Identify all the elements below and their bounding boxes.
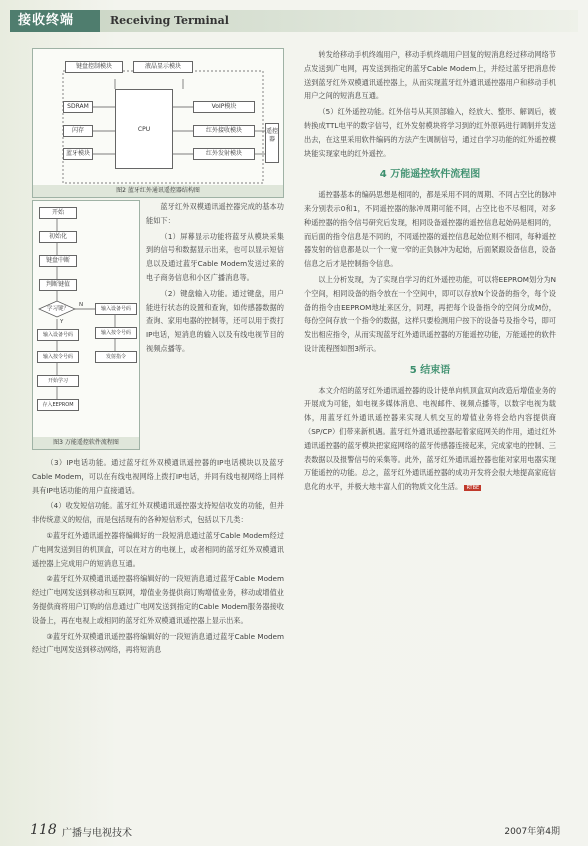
- fig2-sdram-box: SDRAM: [63, 101, 93, 113]
- section-tag-cn: 接收终端: [10, 10, 100, 32]
- fig2-lcd-box: 液晶显示模块: [133, 61, 193, 73]
- fig3-init: 初始化: [39, 231, 77, 243]
- fig2-cpu-box: CPU: [115, 89, 173, 169]
- journal-name: 广播与电视技术: [62, 828, 132, 839]
- left-para-8: ③蓝牙红外双模通讯遥控器将编辑好的一段短消息通过蓝牙Cable Modem经过广电网发送到移动网络，再将短消息: [32, 631, 284, 655]
- page-number: 118: [30, 822, 57, 838]
- fig3-start: 开始: [39, 207, 77, 219]
- fig3-yes-label: Y: [60, 319, 64, 325]
- end-mark: RTBE: [466, 485, 480, 492]
- section-4-heading: 4 万能遥控软件流程图: [379, 169, 481, 181]
- figure-2-block-diagram: [32, 48, 284, 198]
- right-para-3: 遥控器基本的编码思想是相同的，都是采用不同的周期、不同占空比的脉冲来分别表示0和1，不同遥控器的脉冲周期可能不同，占空比也不尽相同，对多种遥控器的指令信号研究后发现，相同设备遥控器的遥控信息起始码是相同的，而后面的指令信息是不同的，不同遥控器的遥控信息起始位则不相同，每种遥控器发射的信息都是以一个一宽一窄的正负脉冲为起始，后面紧跟设备信息，设备信息之后才是控制指令信息。: [304, 190, 556, 269]
- fig3-input-cmd-2: 输入按令号码: [37, 351, 79, 363]
- fig2-ir-rx-box: 红外接收模块: [193, 125, 255, 137]
- fig3-input-num: 输入设备号码: [37, 329, 79, 341]
- fig3-learn-decision: 学习键？: [46, 306, 69, 312]
- left-para-4: （3）IP电话功能。通过蓝牙红外双模通讯遥控器的IP电话模块以及蓝牙Cable Modem，可以在有线电视网络上拨打IP电话，并同有线电视网络上同样具有IP电话功能的用户直接通话。: [32, 458, 284, 495]
- left-para-2: （1）屏幕显示功能将蓝牙从模块采集到的信号和数据显示出来，也可以显示短信息以及通过蓝牙Cable Modem发送过来的电子商务信息和小区广播消息等。: [146, 231, 284, 282]
- right-para-1: 转发给移动手机终端用户，移动手机终端用户回复的短消息经过移动网络节点发送到广电网，再发送到指定的蓝牙Cable Modem上，并经过蓝牙把消息传送到蓝牙红外双模通讯遥控器上，从而实现蓝牙红外通讯遥控器用户和移动手机用户之间的短消息互通。: [304, 50, 556, 101]
- section-tag-en: Receiving Terminal: [100, 10, 578, 32]
- left-column-upper: [146, 200, 284, 358]
- left-para-5: （4）收发短信功能。蓝牙红外双模通讯遥控器支持短信收发的功能，但并非传统意义的短信，而是包括现有的各种短信形式，包括以下几类：: [32, 501, 284, 525]
- issue-label: 2007年第4期: [504, 827, 560, 837]
- fig3-start-learn: 开始学习: [37, 375, 79, 387]
- fig3-no-label: N: [79, 302, 84, 308]
- fig3-judge: 判断键值: [39, 279, 77, 291]
- left-para-6: ①蓝牙红外通讯遥控器将编辑好的一段短消息通过蓝牙Cable Modem经过广电网发送到目的机顶盒，可以在对方的电视上，或者相同的蓝牙红外双模通讯遥控器上完成用户的短消息互通。: [32, 530, 284, 568]
- fig2-bt-box: 蓝牙模块: [63, 148, 93, 160]
- fig3-input-cmd: 输入按令号码: [95, 327, 137, 339]
- right-column: [304, 48, 556, 498]
- left-para-1: 蓝牙红外双模通讯遥控器完成的基本功能如下：: [146, 202, 284, 225]
- fig2-keyboard-box: 键盘控制模块: [65, 61, 123, 73]
- page-footer: [0, 818, 588, 846]
- fig2-caption: 图2 蓝牙红外通讯遥控器结构图: [33, 185, 283, 197]
- fig3-send: 发射指令: [95, 351, 137, 363]
- fig3-kbd-int: 键盘中断: [39, 255, 77, 267]
- figure-3-flowchart: [32, 200, 140, 450]
- right-para-4: 以上分析发现，为了实现自学习的红外遥控功能，可以将EEPROM划分为N个空间，相同设备的指令放在一个空间中，即可以存放N个设备的指令，每个设备的指令由EEPROM地址来区分，同理，再把每个设备指令的空间分成M份，每份空间存放一个指令的数据，这样只要检测用户按下的设备号及指令号，即可发出相应指令，从而实现蓝牙红外通讯遥控器的万能遥控功能，万能遥控的软件设计流程图如图3所示。: [304, 274, 556, 353]
- left-para-7: ②蓝牙红外双模通讯遥控器将编辑好的一段短消息通过蓝牙Cable Modem经过广电网发送到移动和互联网，增值业务提供商订购增值业务，移动或增值业务提供商将用户订购的信息通过广电网发送到指定的Cable Modem服务器接收设备上，再在电视上或相同的蓝牙红外双模通讯遥控器上显示出来。: [32, 574, 284, 625]
- fig3-caption: 图3 万能遥控软件流程图: [33, 437, 139, 449]
- right-para-5: [304, 384, 556, 496]
- right-para-2: （5）红外遥控功能。红外信号从其顶部输入，经放大、整形、解调后，被转换成TTL电平的数字信号，红外发射模块将学习到的红外原码进行调制并发送出去，在这里采用软件编码的方法产生调制信号，通过自学习功能的红外遥控模块能实现家电的红外遥控。: [304, 107, 556, 158]
- left-para-3a: （2）键盘输入功能。通过键盘，用户能进行状态的设置和查询，如传感器数据的查询、家用电器的控制等，还可以用于拨打IP电话，短消息的输入以及有线电视节目的视频点播等。: [146, 288, 284, 353]
- right-para-5-text: 本文介绍的蓝牙红外通讯遥控器的设计使单向机顶盒双向改造后增值业务的开展成为可能，如电视多媒体消息、电视邮件、视频点播等，以数字电视为载体，用蓝牙红外通讯遥控器来实现人机交互的增值业务将会给内容提供商（SP/CP）们带来新机遇。蓝牙红外通讯遥控器起着家庭网关的作用，通过红外通讯遥控器的蓝牙模块把家庭网络的蓝牙传感器连接起来，完成家电的控制、三表数据以及报警信号的采集等。此外，蓝牙红外通讯遥控器也能对家用电器实现万能遥控的功能。总之，蓝牙红外通讯遥控器的成功开发将会很大地提高家庭信息化的水平，并极大地丰富人们的物质文化生活。: [304, 385, 556, 492]
- page-header: [0, 0, 588, 38]
- fig3-input-dev: 输入设备号码: [95, 303, 137, 315]
- left-column-lower: [32, 456, 284, 659]
- fig2-remote-box: 遥控器: [265, 123, 279, 163]
- fig2-flash-box: 闪存: [63, 125, 93, 137]
- section-5-heading: 5 结束语: [409, 364, 451, 376]
- fig2-ir-tx-box: 红外发射模块: [193, 148, 255, 160]
- fig3-save: 存入EEPROM: [37, 399, 79, 411]
- fig2-voip-box: VoIP模块: [193, 101, 255, 113]
